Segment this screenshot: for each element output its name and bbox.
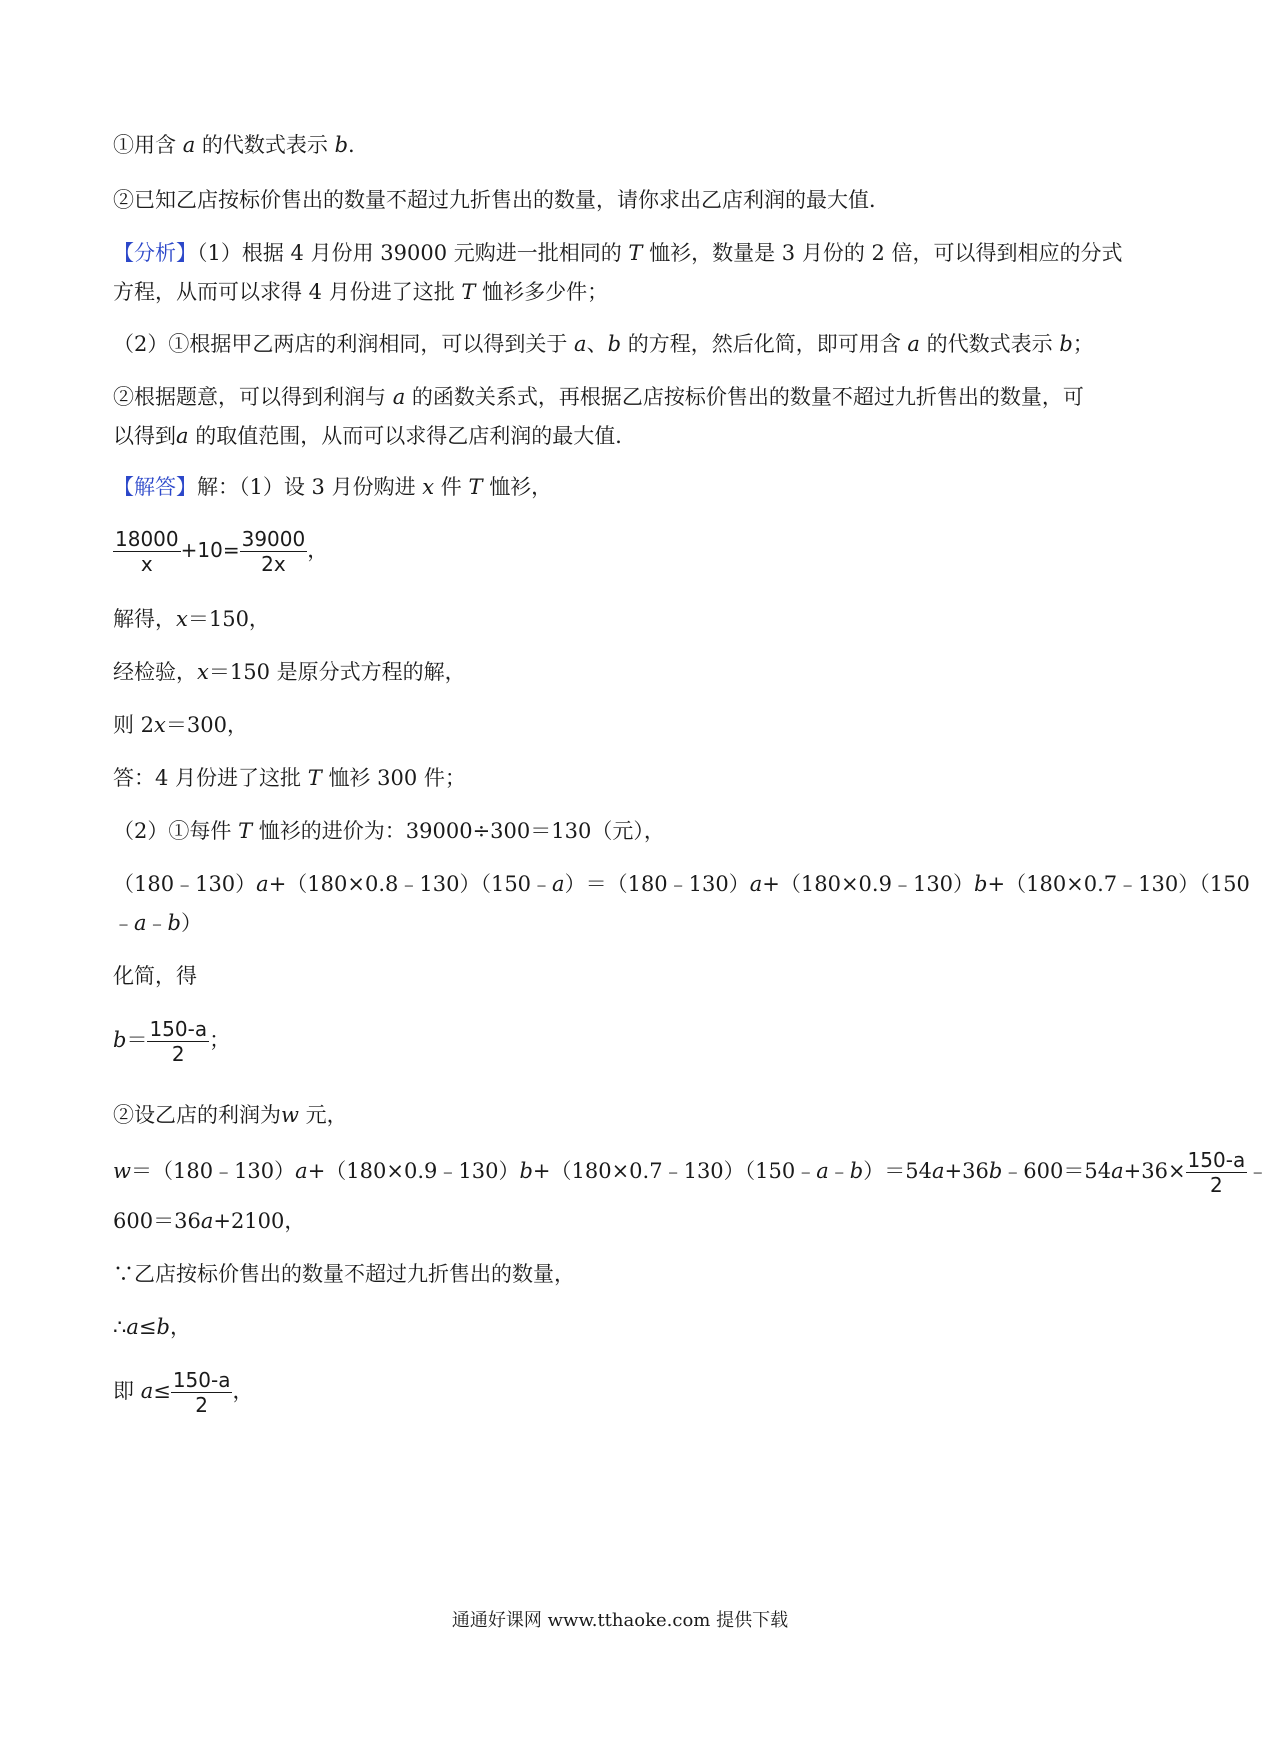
fraction: $\frac{150-a}{2}$ — [172, 1368, 231, 1417]
simplify-label: 化简，得 — [113, 964, 197, 988]
equation-fraction-line: $\frac{18000}{x}$ +10= $\frac{39000}{2x}$ ， — [115, 527, 329, 576]
solution-part2-equation: （180﹣130）a+（180×0.8﹣130）（150﹣a）＝（180﹣130）a+（180×0.9﹣130）b+（180×0.7﹣130）（150 — [113, 872, 1250, 896]
solution-line-1: 【解答】解：（1）设 3 月份购进 x 件 T 恤衫， — [113, 475, 553, 499]
solution-part2-line-1: （2）①每件 T 恤衫的进价为：39000÷300＝130（元）， — [113, 819, 665, 843]
analysis-line-3: （2）①根据甲乙两店的利润相同，可以得到关于 a、b 的方程，然后化简，即可用含 a 的代数式表示 b； — [113, 332, 1094, 356]
page-footer: 通通好课网 www.tthaoke.com 提供下载 — [451, 1610, 789, 1631]
analysis-line-4: ②根据题意，可以得到利润与 a 的函数关系式，再根据乙店按标价售出的数量不超过九折售出的数量，可 — [113, 385, 1084, 409]
profit-definition-line: ②设乙店的利润为w 元， — [113, 1103, 348, 1127]
profit-equation-result: 600＝36a+2100， — [113, 1209, 306, 1233]
solution-line-solve: 解得，x＝150， — [113, 607, 270, 631]
analysis-tag: 【分析】 — [113, 241, 197, 265]
fraction: $\frac{150-a}{2}$ — [149, 1017, 208, 1066]
profit-equation-line: w＝（180﹣130）a+（180×0.9﹣130）b+（180×0.7﹣130）（150﹣a﹣b）＝54a+36b﹣600＝54a+36× $\frac{150-a}{2}$ ﹣ — [113, 1148, 1268, 1197]
question-part-2: ②已知乙店按标价售出的数量不超过九折售出的数量，请你求出乙店利润的最大值． — [113, 188, 890, 212]
solution-line-then: 则 2x＝300， — [113, 713, 248, 737]
solution-line-answer: 答：4 月份进了这批 T 恤衫 300 件； — [113, 766, 466, 790]
fraction: $\frac{150-a}{2}$ — [1187, 1148, 1246, 1197]
fraction: $\frac{39000}{2x}$ — [241, 527, 306, 576]
therefore-line: ∴a≤b， — [113, 1315, 191, 1339]
solution-part2-equation-cont: ﹣a﹣b） — [113, 911, 202, 935]
because-line: ∵乙店按标价售出的数量不超过九折售出的数量， — [113, 1262, 575, 1286]
b-expression-line: b＝ $\frac{150-a}{2}$ ； — [113, 1017, 231, 1066]
question-part-1: ①用含 a 的代数式表示 b. — [113, 133, 355, 157]
fraction: $\frac{18000}{x}$ — [115, 527, 179, 576]
analysis-line-2: 方程，从而可以求得 4 月份进了这批 T 恤衫多少件； — [113, 280, 609, 304]
solution-line-check: 经检验，x＝150 是原分式方程的解， — [113, 660, 466, 684]
analysis-line-1: 【分析】（1）根据 4 月份用 39000 元购进一批相同的 T 恤衫，数量是 3 月份的 2 倍，可以得到相应的分式 — [113, 241, 1123, 265]
analysis-line-5: 以得到a 的取值范围，从而可以求得乙店利润的最大值． — [113, 424, 637, 448]
inequality-line: 即 a≤ $\frac{150-a}{2}$ ， — [113, 1368, 254, 1417]
solution-tag: 【解答】 — [113, 475, 197, 499]
